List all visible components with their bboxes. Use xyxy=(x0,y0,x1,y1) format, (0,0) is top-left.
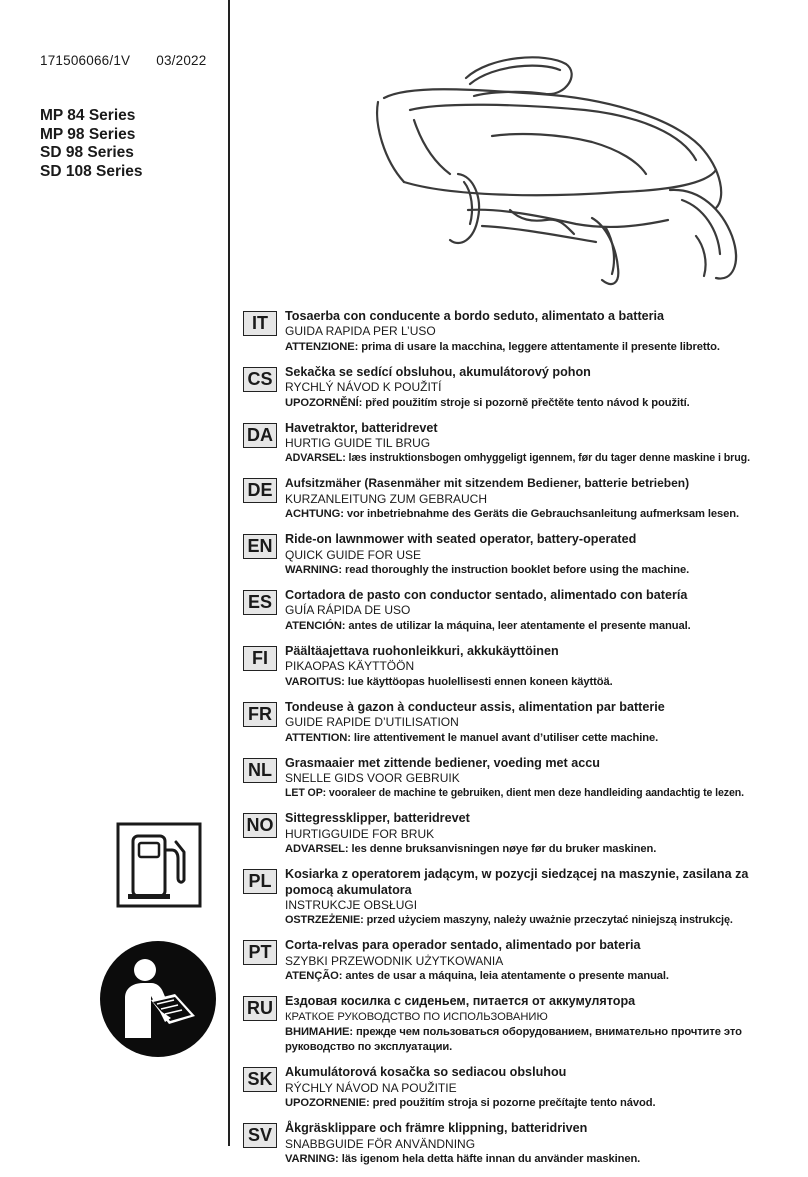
language-code: SK xyxy=(243,1067,277,1092)
warning-text: ADVARSEL: les denne bruksanvisningen nøye før du bruker maskinen. xyxy=(285,843,657,856)
warning-text: UPOZORNENIE: pred použitím stroja si pozorne prečítajte tento návod. xyxy=(285,1097,656,1110)
guide-title: GUIDE RAPIDE D’UTILISATION xyxy=(285,715,459,730)
series-item: SD 98 Series xyxy=(40,144,134,161)
doc-date: 03/2022 xyxy=(156,53,207,68)
guide-title: SNELLE GIDS VOOR GEBRUIK xyxy=(285,770,460,785)
language-code: ES xyxy=(243,590,277,615)
series-item: MP 84 Series xyxy=(40,107,136,124)
language-block-ru xyxy=(243,994,793,1056)
language-block-es xyxy=(243,588,793,634)
mower-illustration xyxy=(370,50,755,290)
product-title: Havetraktor, batteridrevet xyxy=(285,420,438,435)
language-code: RU xyxy=(243,996,277,1021)
guide-title: HURTIG GUIDE TIL BRUG xyxy=(285,436,431,451)
language-code: IT xyxy=(243,311,277,336)
warning-text: LET OP: vooraleer de machine te gebruiken, dient men deze handleiding aandachtig te lezen. xyxy=(285,787,744,800)
product-title: Akumulátorová kosačka so sediacou obsluhou xyxy=(285,1065,567,1080)
warning-text: ATTENZIONE: prima di usare la macchina, leggere attentamente il presente libretto. xyxy=(285,340,720,353)
warning-text: ADVARSEL: læs instruktionsbogen omhyggeligt igennem, før du tager denne maskine i brug. xyxy=(285,452,750,465)
guide-title: PIKAOPAS KÄYTTÖÖN xyxy=(285,659,415,674)
language-block-sv xyxy=(243,1121,793,1167)
language-list xyxy=(243,309,793,1177)
language-code: PT xyxy=(243,940,277,965)
language-code: CS xyxy=(243,367,277,392)
language-block-fi xyxy=(243,644,793,690)
language-block-nl xyxy=(243,756,793,802)
warning-text: ATENCIÓN: antes de utilizar la máquina, leer atentamente el presente manual. xyxy=(285,619,691,632)
guide-title: SZYBKI PRZEWODNIK UŻYTKOWANIA xyxy=(285,953,504,968)
language-block-pt xyxy=(243,938,793,984)
warning-text: ATTENTION: lire attentivement le manuel avant d’utiliser cette machine. xyxy=(285,731,659,744)
warning-text: UPOZORNĚNÍ: před použitím stroje si pozorně přečtěte tento návod k použití. xyxy=(285,396,690,409)
product-title: Åkgräsklippare och främre klippning, batteridriven xyxy=(285,1121,588,1136)
product-title: Sekačka se sedící obsluhou, akumulátorový pohon xyxy=(285,364,591,379)
fuel-pump-icon xyxy=(116,822,202,908)
language-code: NO xyxy=(243,813,277,838)
guide-title: КРАТКОЕ РУКОВОДСТВО ПО ИСПОЛЬЗОВАНИЮ xyxy=(285,1010,548,1023)
warning-text: OSTRZEŻENIE: przed użyciem maszyny, należy uważnie przeczytać niniejszą instrukcję. xyxy=(285,914,733,927)
product-title: Ride-on lawnmower with seated operator, battery-operated xyxy=(285,532,637,547)
language-code: SV xyxy=(243,1123,277,1148)
series-list xyxy=(40,107,143,181)
language-code: DA xyxy=(243,423,277,448)
language-code: FR xyxy=(243,702,277,727)
guide-title: GUÍA RÁPIDA DE USO xyxy=(285,603,411,618)
language-block-no xyxy=(243,811,793,857)
language-block-fr xyxy=(243,700,793,746)
read-manual-icon xyxy=(99,940,217,1058)
guide-title: INSTRUKCJE OBSŁUGI xyxy=(285,897,418,912)
language-code: FI xyxy=(243,646,277,671)
product-title: Päältäajettava ruohonleikkuri, akkukäyttöinen xyxy=(285,643,559,658)
language-code: EN xyxy=(243,534,277,559)
product-title: Tondeuse à gazon à conducteur assis, alimentation par batterie xyxy=(285,699,665,714)
warning-text: ACHTUNG: vor inbetriebnahme des Geräts die Gebrauchsanleitung aufmerksam lesen. xyxy=(285,508,740,521)
product-title: Ездовая косилка с сиденьем, питается от аккумулятора xyxy=(285,994,636,1009)
document-number xyxy=(40,53,206,68)
warning-text: ATENÇÃO: antes de usar a máquina, leia atentamente o presente manual. xyxy=(285,970,669,983)
language-block-da xyxy=(243,421,793,467)
warning-text: WARNING: read thoroughly the instruction booklet before using the machine. xyxy=(285,564,690,577)
doc-code: 171506066/1V xyxy=(40,53,131,68)
warning-text: ВНИМАНИЕ: прежде чем пользоваться оборудованием, внимательно прочтите это руководство по эксплуатации. xyxy=(285,1025,742,1054)
language-block-sk xyxy=(243,1065,793,1111)
language-code: PL xyxy=(243,869,277,894)
vertical-divider xyxy=(228,0,230,1146)
product-title: Corta-relvas para operador sentado, alimentado por bateria xyxy=(285,938,641,953)
product-title: Tosaerba con conducente a bordo seduto, alimentato a batteria xyxy=(285,309,665,323)
product-title: Grasmaaier met zittende bediener, voeding met accu xyxy=(285,755,600,770)
guide-title: HURTIGGUIDE FOR BRUK xyxy=(285,826,435,841)
guide-title: RYCHLÝ NÁVOD K POUŽITÍ xyxy=(285,380,442,395)
guide-title: GUIDA RAPIDA PER L’USO xyxy=(285,324,436,339)
guide-title: QUICK GUIDE FOR USE xyxy=(285,547,422,562)
product-title: Kosiarka z operatorem jadącym, w pozycji siedzącej na maszynie, zasilana za pomocą akumulatora xyxy=(285,867,749,897)
guide-title: RÝCHLY NÁVOD NA POUŽITIE xyxy=(285,1080,457,1095)
language-block-cs xyxy=(243,365,793,411)
guide-title: KURZANLEITUNG ZUM GEBRAUCH xyxy=(285,491,488,506)
series-item: MP 98 Series xyxy=(40,125,136,143)
language-code: NL xyxy=(243,758,277,783)
product-title: Aufsitzmäher (Rasenmäher mit sitzendem Bediener, batterie betrieben) xyxy=(285,476,690,491)
language-block-pl xyxy=(243,867,793,929)
series-item: SD 108 Series xyxy=(40,162,143,180)
warning-text: VAROITUS: lue käyttöopas huolellisesti ennen koneen käyttöä. xyxy=(285,675,613,688)
language-block-it xyxy=(243,309,793,355)
language-block-de xyxy=(243,476,793,522)
warning-text: VARNING: läs igenom hela detta häfte innan du använder maskinen. xyxy=(285,1153,641,1165)
language-block-en xyxy=(243,532,793,578)
guide-title: SNABBGUIDE FÖR ANVÄNDNING xyxy=(285,1136,476,1151)
product-title: Sittegressklipper, batteridrevet xyxy=(285,811,470,826)
product-title: Cortadora de pasto con conductor sentado, alimentado con batería xyxy=(285,588,688,603)
language-code: DE xyxy=(243,478,277,503)
